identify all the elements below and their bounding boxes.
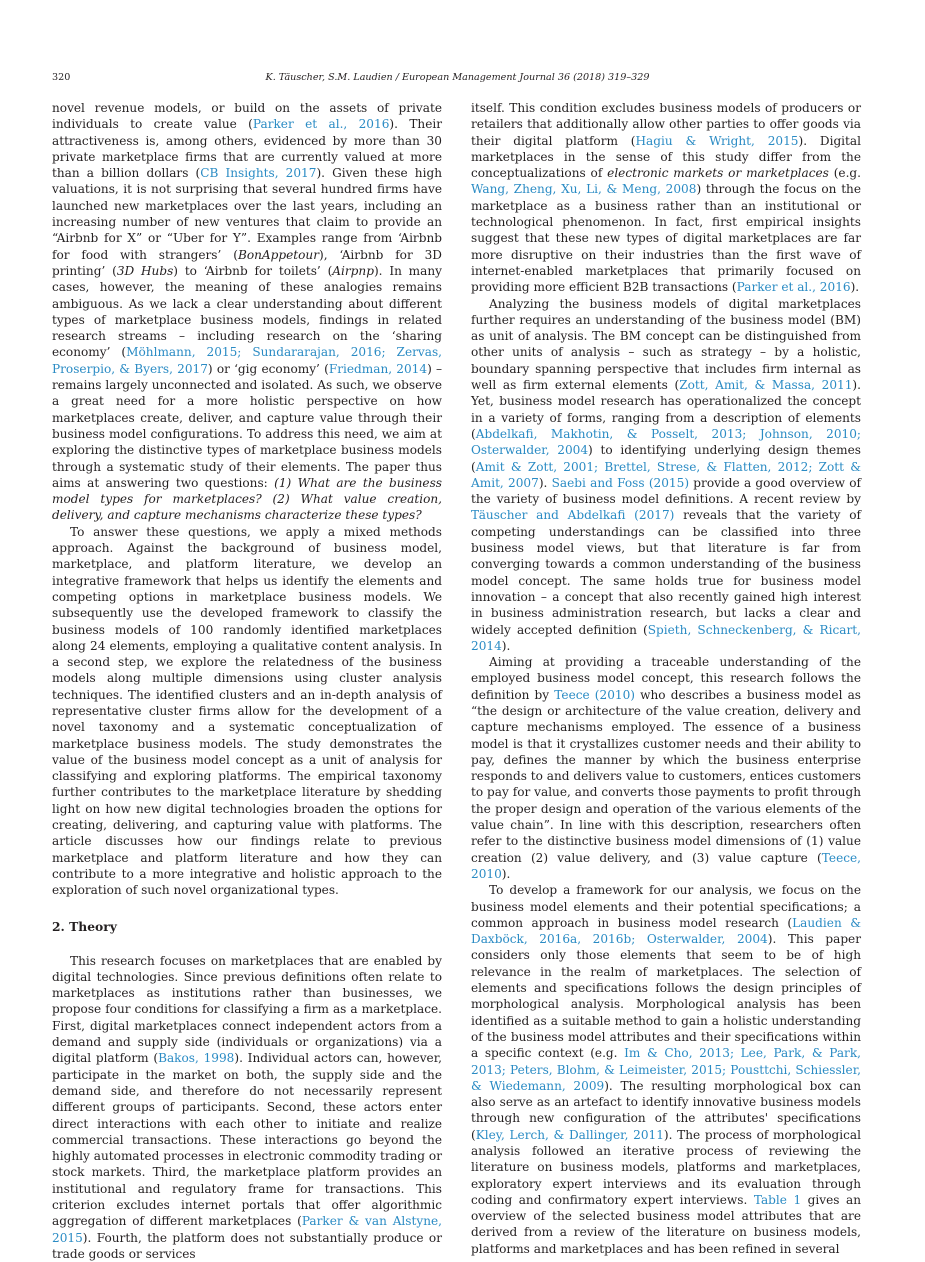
text-run: ) or ‘gig economy’ ( <box>207 361 329 376</box>
citation-link[interactable]: Im & Cho, 2013; Lee, Park, & Park, 2013; Peters, Blohm, & Leimeister, 2015; Pousttchi, Schiessler, & Wiedemann, 2009 <box>471 1046 861 1093</box>
text-run: ) – remains largely unconnected and isolated. As such, we observe a great need for a more holistic perspective on how marketplaces create, deliver, and capture value through their business model configurations. To address this need, we aim at exploring the distinctive types of marketplace business models through a systematic study of their elements. The paper thus aims at answering two questions: <box>52 361 443 490</box>
text-run: ). Given these high valuations, it is not surprising that several hundred firms have launched new marketplaces over the last years, including an increasing number of new ventures that claim to provide an “Airbnb for X” or “Uber for Y”. Examples range from ‘Airbnb for food with strangers’ ( <box>52 166 442 262</box>
text-run: ), ‘Airbnb for 3D printing’ ( <box>52 247 443 278</box>
text-run: ). Fourth, the platform does not substantially produce or trade goods or services <box>52 1230 442 1261</box>
citation-link[interactable]: Table 1 <box>753 1192 802 1207</box>
text-run: ). <box>501 638 511 653</box>
citation-link[interactable]: Hagiu & Wright, 2015 <box>635 133 799 148</box>
right-column <box>471 100 861 1257</box>
italic-text: Airpnp <box>332 263 374 278</box>
italic-text: electronic markets or marketplaces <box>607 166 829 181</box>
paragraph <box>471 882 861 1257</box>
italic-text: 3D Hubs <box>116 263 174 278</box>
text-run: To develop a framework for our analysis, we focus on the business model elements and their potential specifications; a common approach in business model research ( <box>471 883 861 930</box>
text-run: ) to ‘Airbnb for toilets’ ( <box>173 263 333 278</box>
text-run: ). In many cases, however, the meaning of these analogies remains ambiguous. As we lack a clear understanding about different types of marketplace business models, findings in related research streams – including research on the ‘sharing economy’ ( <box>52 263 442 360</box>
paragraph <box>471 296 861 655</box>
left-column <box>52 100 442 1262</box>
section-heading: 2. Theory <box>52 918 117 934</box>
paragraph <box>52 953 442 1262</box>
text-run: itself. This condition excludes business models of producers or retailers that additionally allow other parties to offer goods via their digital platform ( <box>471 101 861 148</box>
page-number: 320 <box>52 72 71 83</box>
citation-link[interactable]: Zott, Amit, & Massa, 2011 <box>679 378 853 393</box>
text-run: ). The process of morphological analysis followed an iterative process of reviewing the literature on business models, platforms and marketplaces, exploratory expert interviews and its evaluation through coding and confirmatory expert interviews. <box>471 1127 862 1207</box>
text-run: To answer these questions, we apply a mixed methods approach. Against the background of business model, marketplace, and platform literature, we develop an integrative framework that helps us identify the elements and competing options in marketplace business models. We subsequently use the developed framework to classify the business models of 100 randomly identified marketplaces along 24 elements, employing a qualitative content analysis. In a second step, we explore the relatedness of the business models along multiple dimensions using cluster analysis techniques. The identified clusters and an in-depth analysis of representative cluster firms allow for the development of a novel taxonomy and a systematic conceptualization of marketplace business models. The study demonstrates the value of the business model concept as a unit of analysis for classifying and exploring platforms. The empirical taxonomy further contributes to the marketplace literature by shedding light on how new digital technologies broaden the options for creating, delivering, and capturing value with platforms. The article discusses how our findings relate to previous marketplace and platform literature and how they can contribute to a more integrative and holistic approach to the exploration of such novel organizational types. <box>52 524 442 898</box>
citation-link[interactable]: Teece (2010) <box>554 687 636 702</box>
citation-link[interactable]: Täuscher and Abdelkafi (2017) <box>471 508 675 523</box>
citation-link[interactable]: Möhlmann, 2015; Sundararajan, 2016; Zervas, Proserpio, & Byers, 2017 <box>52 345 442 376</box>
text-run: ). This paper considers only those elements that seem to be of high relevance in the realm of marketplaces. The selection of elements and specifications follows the design principles of morphological analysis. Morphological analysis has been identified as a suitable method to gain a holistic understanding of the business model attributes and their specifications within a specific context (e.g. <box>471 932 861 1061</box>
text-run: ). The resulting morphological box can also serve as an artefact to identify innovative business models through new configuration of the attributes' specifications ( <box>471 1078 861 1142</box>
paragraph <box>52 100 442 524</box>
citation-link[interactable]: Parker et al., 2016 <box>736 280 851 295</box>
running-header <box>52 72 863 88</box>
citation-link[interactable]: Wang, Zheng, Xu, Li, & Meng, 2008 <box>471 182 697 197</box>
paragraph <box>471 654 861 882</box>
text-run: who describes a business model as “the design or architecture of the value creation, delivery and capture mechanisms employed. The essence of a business model is that it crystallizes customer needs and their ability to pay, defines the manner by which the business enterprise responds to and delivers value to customers, entices customers to pay for value, and converts those payments to profit through the proper design and operation of the various elements of the value chain”. In line with this description, researchers often refer to the distinctive business model dimensions of (1) value creation (2) value delivery, and (3) value capture ( <box>471 687 862 865</box>
citation-link[interactable]: Amit & Zott, 2001; Brettel, Strese, & Flatten, 2012; Zott & Amit, 2007 <box>471 459 861 490</box>
italic-text: (1) What are the business model types for marketplaces? (2) What value creation, delivery, and capture mechanisms characterize these types? <box>52 475 443 523</box>
citation-link[interactable]: Abdelkafi, Makhotin, & Posselt, 2013; Johnson, 2010; Osterwalder, 2004 <box>471 426 861 458</box>
text-run: ). <box>538 475 552 490</box>
citation-link[interactable]: Spieth, Schneckenberg, & Ricart, 2014 <box>471 622 861 653</box>
text-run: ). Digital marketplaces in the sense of this study differ from the conceptualizations of <box>471 133 861 181</box>
citation-link[interactable]: Bakos, 1998 <box>158 1051 235 1066</box>
italic-text: BonAppetour <box>237 247 319 262</box>
paragraph <box>471 100 861 296</box>
text-run: ). Individual actors can, however, participate in the market on both, the supply side and the demand side, and therefore do not necessarily represent different groups of participants. Second, these actors enter direct interactions with each other to initiate and realize commercial transactions. These interactions go beyond the highly automated processes in electronic commodity trading or stock markets. Third, the marketplace platform provides an institutional and regulatory frame for transactions. This criterion excludes internet portals that offer algorithmic aggregation of different marketplaces ( <box>52 1051 442 1229</box>
citation-link[interactable]: Parker & van Alstyne, 2015 <box>52 1214 442 1245</box>
text-run: provide a good overview of the variety of business model definitions. A recent review by <box>471 475 861 507</box>
text-run: ). Yet, business model research has operationalized the concept in a variety of forms, ranging from a description of elements ( <box>471 378 861 441</box>
text-run: ). <box>850 280 860 295</box>
text-run: ) to identifying underlying design themes ( <box>471 443 861 474</box>
running-title: K. Täuscher, S.M. Laudien / European Management Journal 36 (2018) 319–329 <box>265 72 650 83</box>
text-run: Aiming at providing a traceable understanding of the employed business model concept, this research follows the definition by <box>471 655 861 702</box>
text-run: ). <box>501 866 511 881</box>
citation-link[interactable]: Parker et al., 2016 <box>252 117 390 132</box>
text-run: novel revenue models, or build on the assets of private individuals to create value ( <box>52 101 442 132</box>
citation-link[interactable]: Saebi and Foss (2015) <box>551 475 690 490</box>
text-run: ). Their attractiveness is, among others, evidenced by more than 30 private marketplace firms that are currently valued at more than a billion dollars ( <box>52 117 442 181</box>
text-run: (e.g. <box>828 166 861 181</box>
citation-link[interactable]: Kley, Lerch, & Dallinger, 2011 <box>475 1127 664 1142</box>
citation-link[interactable]: Laudien & Daxböck, 2016a, 2016b; Osterwalder, 2004 <box>471 915 861 947</box>
citation-link[interactable]: Friedman, 2014 <box>328 361 428 376</box>
text-run: This research focuses on marketplaces that are enabled by digital technologies. Since previous definitions often relate to marketplaces as institutions rather than businesses, we propose four conditions for classifying a firm as a marketplace. First, digital marketplaces connect independent actors from a demand and supply side (individuals or organizations) via a digital platform ( <box>52 953 442 1066</box>
citation-link[interactable]: Teece, 2010 <box>471 850 861 881</box>
text-run: ) through the focus on the marketplace as a business rather than an institutional or technological phenomenon. In fact, first empirical insights suggest that these new types of digital marketplaces are far more disruptive on their industries than the first wave of internet-enabled marketplaces that primarily focused on providing more efficient B2B transactions ( <box>471 182 861 295</box>
text-run: reveals that the variety of competing understandings can be classified into three business model views, but that literature is far from converging towards a common understanding of the business model concept. The same holds true for business model innovation – a concept that also recently gained high interest in business administration research, but lacks a clear and widely accepted definition ( <box>471 508 861 637</box>
text-run: Analyzing the business models of digital marketplaces further requires an understanding of the business model (BM) as unit of analysis. The BM concept can be distinguished from other units of analysis – such as strategy – by a holistic, boundary spanning perspective that includes firm internal as well as firm external elements ( <box>471 296 861 393</box>
text-run: gives an overview of the selected business model attributes that are derived from a review of the literature on business models, platforms and marketplaces and has been refined in several <box>471 1192 861 1256</box>
paragraph <box>52 524 442 899</box>
citation-link[interactable]: CB Insights, 2017 <box>200 166 317 181</box>
